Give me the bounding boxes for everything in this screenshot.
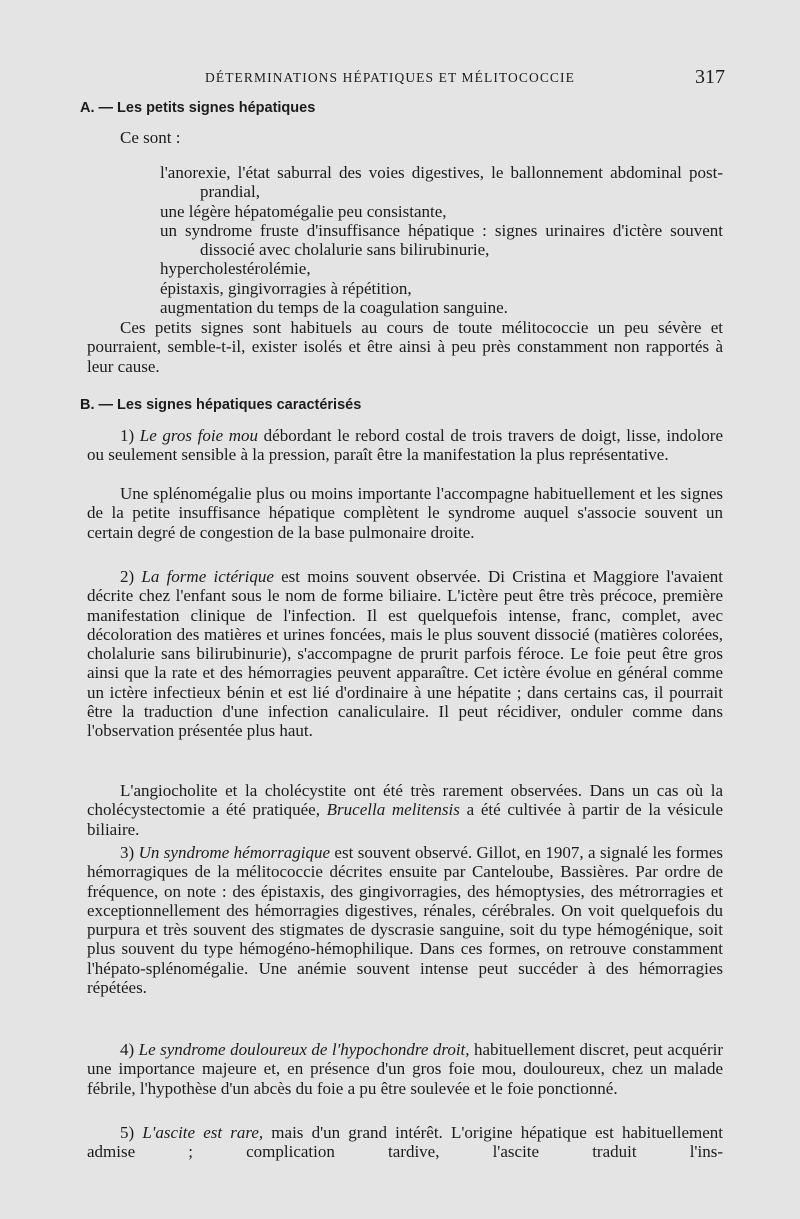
paragraph-text: habituellement discret, peut acquérir une importance majeure et, en présence d'un gros foie mou, douloureux, chez un malade fébrile, l'hypothèse d'un abcès du foie a pu être soulevée et le foie ponctionné. [87,1040,723,1098]
paragraph-text: débordant le rebord costal de trois travers de doigt, lisse, indolore ou seulement sensible à la pression, paraît être la manifestation la plus représentative. [87,426,724,465]
paragraph-text: est moins souvent observée. Di Cristina et Maggiore l'avaient décrite chez l'enfant sous le nom de forme biliaire. L'ictère peut être très précoce, première manifestation clinique de l'infection. Il est quelquefois intense, franc, complet, avec décoloration des matières et urines foncées, mais le plus souvent dissocié (matières colorées, cholalurie sans bilirubinurie), s'accompagne de prurit parfois féroce. Le foie peut être gros ainsi que la rate et des hémorragies peuvent apparaître. Cet ictère évolue en général comme un ictère infectieux bénin et est lié d'ordinaire à une hépatite ; dans certains cas, il pourrait être la traduction d'une infection canaliculaire. Il peut récidiver, onduler comme dans l'observation présentée plus haut. [87,567,723,741]
paragraph-text: mais d'un grand intérêt. L'origine hépatique est habituellement admise ; complication tardive, l'ascite traduit l'ins- [87,1123,723,1162]
item-title: L'ascite est rare, [142,1123,264,1142]
paragraph-angiocholite [87,781,723,839]
paragraph-text: a été cultivée à partir de la vésicule biliaire. [87,800,724,839]
paragraph-text: est souvent observé. Gillot, en 1907, a signalé les formes hémorragiques de la mélitococcie décrites ensuite par Canteloube, Bassières. Par ordre de fréquence, on note : des épistaxis, des gingivorragies, des hémoptysies, des métrorragies et exceptionnellement des hémorragies digestives, rénales, cérébrales. On voit quelquefois du purpura et très souvent des stigmates de dyscrasie sanguine, soit du type hémogénique, soit plus souvent du type hémogéno-hémophilique. Dans ces formes, on retrouve constamment l'hépato-splénomégalie. Une anémie souvent intense peut succéder à des hémorragies répétées. [87,843,724,998]
list-item: un syndrome fruste d'insuffisance hépatique : signes urinaires d'ictère souvent dissocié avec cholalurie sans bilirubinurie, [160,220,723,260]
list-item: l'anorexie, l'état saburral des voies digestives, le ballonnement abdominal post-prandial, [160,163,723,202]
paragraph-text: L'angiocholite et la cholécystite ont été très rarement observées. Dans un cas où la cholécystectomie a été pratiquée, [87,781,723,820]
paragraph-syndrome-douloureux [87,1040,723,1098]
list-item: une légère hépatomégalie peu consistante, [160,201,447,221]
section-a-closing: Ces petits signes sont habituels au cours de toute mélitococcie un peu sévère et pourraient, semble-t-il, exister isolés et être ainsi à peu près constamment non rapportés à leur cause. [87,318,723,376]
paragraph-syndrome-hemorragique [87,843,723,997]
item-number: 3) [120,843,135,862]
running-title: DÉTERMINATIONS HÉPATIQUES ET MÉLITOCOCCIE [205,70,575,85]
paragraph-forme-icterique [87,567,723,741]
organism-name: Brucella melitensis [326,800,460,820]
page-header [205,66,725,90]
item-title: Le gros foie mou [139,426,259,445]
item-title: La forme ictérique [141,567,274,586]
list-item: augmentation du temps de la coagulation sanguine. [160,298,508,318]
section-a-heading: A. — Les petits signes hépatiques [80,100,316,116]
item-number: 2) [120,567,135,586]
section-a-intro: Ce sont : [120,128,181,147]
section-b-heading: B. — Les signes hépatiques caractérisés [80,397,362,413]
page-number: 317 [695,66,725,88]
item-number: 4) [120,1040,135,1059]
item-number: 5) [120,1123,135,1142]
paragraph-ascite [87,1123,723,1162]
list-item: hypercholestérolémie, [160,259,311,279]
section-a-list [160,163,723,317]
paragraph-splenomegalie: Une splénomégalie plus ou moins importante l'accompagne habituellement et les signes de la petite insuffisance hépatique complètent le syndrome auquel s'associe souvent un certain degré de congestion de la base pulmonaire droite. [87,484,723,542]
list-item: épistaxis, gingivorragies à répétition, [160,278,412,298]
paragraph-gros-foie [87,426,723,465]
item-number: 1) [120,426,135,445]
item-title: Le syndrome douloureux de l'hypochondre droit, [138,1040,470,1059]
item-title: Un syndrome hémorragique [138,843,330,862]
